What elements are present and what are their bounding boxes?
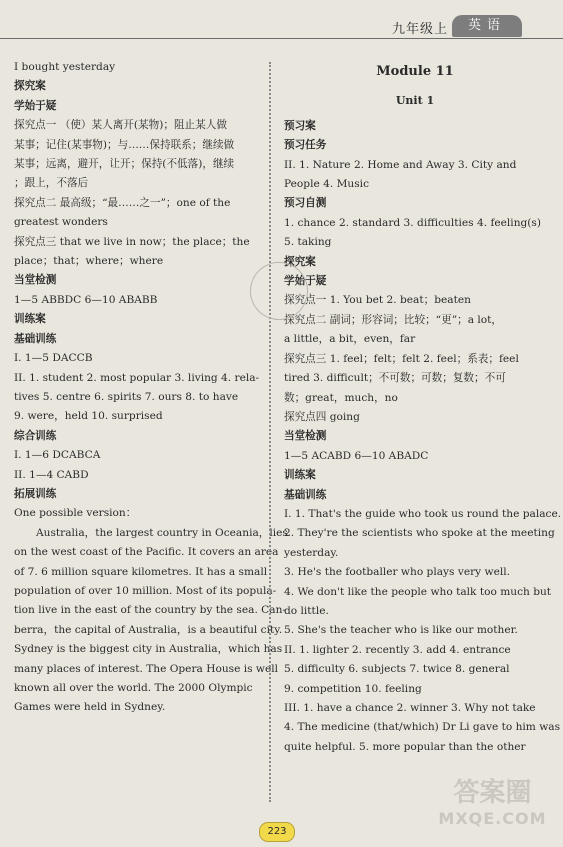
answer-line: 2. They're the scientists who spoke at the meeting xyxy=(284,527,555,540)
answer-line: III. 1. have a chance 2. winner 3. Why not take xyxy=(284,702,536,714)
answer-line: II. 1. lighter 2. recently 3. add 4. entrance xyxy=(284,643,511,656)
answer-line: 4. The medicine (that/which) Dr Li gave to him was xyxy=(284,721,561,734)
answer-line: 1. chance 2. standard 3. difficulties 4. feeling(s) xyxy=(284,216,541,229)
answer-line: I bought yesterday xyxy=(14,61,116,73)
answer-line: One possible version： xyxy=(14,507,137,520)
unit-title: Unit 1 xyxy=(395,94,435,108)
page-number: 223 xyxy=(259,822,295,842)
answer-line: 探究点三 1. feel；felt；felt 2. feel；系表；feel xyxy=(284,352,519,365)
answer-line: People 4. Music xyxy=(284,178,370,191)
section-heading: 学始于疑 xyxy=(284,275,327,288)
essay-line: Games were held in Sydney. xyxy=(14,701,166,714)
answer-line: II. 1—4 CABD xyxy=(14,468,89,481)
essay-line: many places of interest. The Opera House is well xyxy=(14,662,279,675)
section-heading: 当堂检测 xyxy=(14,274,57,287)
section-heading: 综合训练 xyxy=(14,429,57,442)
section-heading: 训练案 xyxy=(14,313,46,326)
section-heading: 学始于疑 xyxy=(14,99,57,112)
answer-line: I. 1—6 DCABCA xyxy=(14,449,101,462)
answer-line: 5. taking xyxy=(284,236,332,249)
section-heading: 预习任务 xyxy=(284,139,327,152)
answer-line: I. 1. That's the guide who took us round the palace. xyxy=(284,507,562,520)
answer-line: 某事；记住(某事物)；与……保持联系；继续做 xyxy=(14,138,235,151)
answer-line: 探究点二 副词；形容词；比较；“更”；a lot， xyxy=(284,313,502,326)
answer-line: 1—5 ABBDC 6—10 ABABB xyxy=(14,293,158,306)
answer-line: II. 1. Nature 2. Home and Away 3. City and xyxy=(284,158,517,171)
watermark-logo xyxy=(430,780,555,832)
answer-line: 4. We don't like the people who talk too much but xyxy=(284,585,552,598)
answer-line: 某事；远离，避开，让开；保持(不低落)，继续 xyxy=(14,158,235,171)
answer-line: 3. He's the footballer who plays very well. xyxy=(284,566,510,579)
answer-line: 探究点三 that we live in now；the place；the xyxy=(14,235,250,248)
answer-line: 探究点二 最高级；“最……之一”；one of the xyxy=(14,196,231,209)
essay-line: berra，the capital of Australia，is a beautiful city. xyxy=(14,623,283,636)
header-subject-tab: 英语 xyxy=(452,15,522,37)
section-heading: 当堂检测 xyxy=(284,430,327,443)
essay-line: Australia，the largest country in Oceania，lies xyxy=(36,526,288,539)
header-rule xyxy=(0,38,563,39)
answer-line: 9. competition 10. feeling xyxy=(284,682,422,695)
answer-line: tired 3. difficult；不可数；可数；复数；不可 xyxy=(284,372,506,385)
answer-line: quite helpful. 5. more popular than the other xyxy=(284,740,526,753)
answer-line: II. 1. student 2. most popular 3. living 4. rela- xyxy=(14,371,260,384)
answer-line: greatest wonders xyxy=(14,216,108,229)
essay-line: population of over 10 million. Most of its popula- xyxy=(14,584,277,597)
answer-line: 探究点一 1. You bet 2. beat；beaten xyxy=(284,294,471,307)
answer-line: tives 5. centre 6. spirits 7. ours 8. to have xyxy=(14,390,239,403)
essay-paragraph xyxy=(14,524,288,718)
essay-line: on the west coast of the Pacific. It covers an area xyxy=(14,546,279,559)
column-divider xyxy=(269,62,271,802)
section-heading: 训练案 xyxy=(284,469,316,482)
section-heading: 探究案 xyxy=(14,80,46,93)
answer-line: do little. xyxy=(284,604,329,617)
answer-line: ；跟上，不落后 xyxy=(14,177,89,190)
section-heading: 拓展训练 xyxy=(14,487,57,500)
answer-line: place；that；where；where xyxy=(14,255,164,268)
right-column xyxy=(284,58,562,757)
section-heading: 预习自测 xyxy=(284,197,327,210)
answer-line: 5. She's the teacher who is like our mother. xyxy=(284,624,518,637)
essay-line: of 7. 6 million square kilometres. It has a small xyxy=(14,565,268,578)
section-heading: 探究案 xyxy=(284,255,316,268)
answer-line: a little，a bit，even，far xyxy=(284,333,416,346)
module-title: Module 11 xyxy=(376,64,454,79)
header-grade: 九年级上 xyxy=(392,22,449,37)
answer-line: 9. were，held 10. surprised xyxy=(14,410,163,423)
section-heading: 预习案 xyxy=(284,119,316,132)
watermark-url: MXQE.COM xyxy=(438,809,547,828)
essay-line: tion live in the east of the country by the sea. Can- xyxy=(14,604,286,617)
essay-line: known all over the world. The 2000 Olympic xyxy=(14,682,253,694)
answer-line: 数；great，much，no xyxy=(284,391,398,404)
answer-line: 5. difficulty 6. subjects 7. twice 8. general xyxy=(284,663,510,676)
left-column xyxy=(14,58,288,718)
essay-line: Sydney is the biggest city in Australia，which has xyxy=(14,643,283,656)
answer-line: yesterday. xyxy=(284,546,339,559)
section-heading: 基础训练 xyxy=(14,332,57,345)
answer-line: 探究点四 going xyxy=(284,410,360,423)
answer-line: I. 1—5 DACCB xyxy=(14,352,93,365)
answer-line: 探究点一 （使）某人离开(某物)；阻止某人做 xyxy=(14,119,227,132)
watermark-text: 答案圈 xyxy=(453,778,532,808)
section-heading: 基础训练 xyxy=(284,488,327,501)
answer-line: 1—5 ACABD 6—10 ABADC xyxy=(284,449,429,462)
